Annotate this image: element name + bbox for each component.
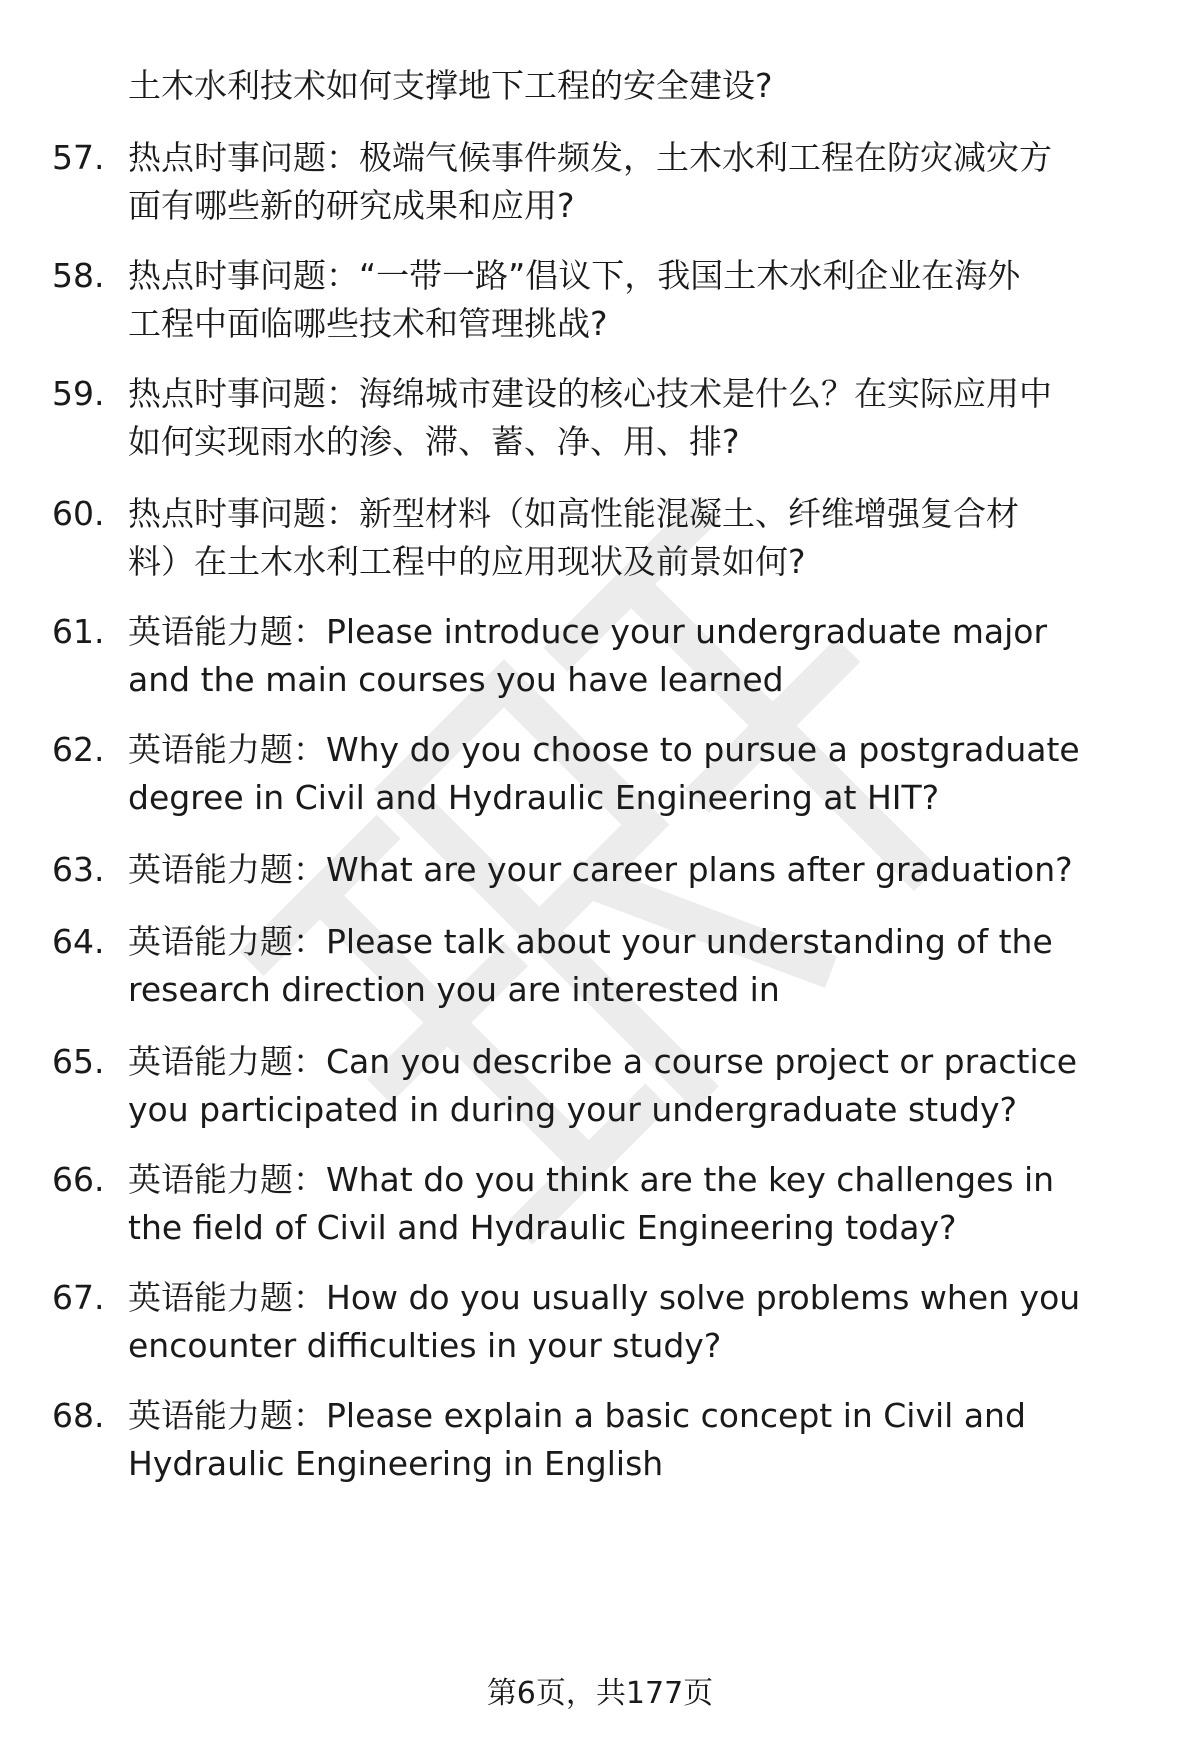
question-number: 65.: [52, 1042, 105, 1081]
question-text: [128, 1038, 1138, 1134]
question-text-line: Hydraulic Engineering in English: [128, 1444, 664, 1483]
question-number: 62.: [52, 730, 105, 769]
continued-question-text: 土木水利技术如何支撑地下工程的安全建设?: [128, 66, 773, 105]
question-number: 58.: [52, 256, 105, 295]
question-text-line: 面有哪些新的研究成果和应用?: [128, 186, 575, 225]
question-text: [128, 490, 1138, 586]
question-number: 66.: [52, 1160, 105, 1199]
question-text-line: 热点时事问题：海绵城市建设的核心技术是什么？在实际应用中: [128, 374, 1052, 413]
question-text: [128, 726, 1138, 822]
question-text-line: 工程中面临哪些技术和管理挑战?: [128, 304, 608, 343]
question-text-line: encounter difficulties in your study?: [128, 1326, 722, 1365]
question-text: [128, 252, 1138, 348]
question-text-line: 料）在土木水利工程中的应用现状及前景如何?: [128, 542, 806, 581]
question-text-line: 英语能力题：What are your career plans after graduation?: [128, 850, 1073, 889]
question-text-line: research direction you are interested in: [128, 970, 780, 1009]
question-number: 60.: [52, 494, 105, 533]
question-text: [128, 370, 1138, 466]
question-text: [128, 134, 1138, 230]
page-number-footer: 第6页，共177页: [486, 1676, 714, 1711]
question-text-line: 如何实现雨水的渗、滞、蓄、净、用、排?: [128, 422, 740, 461]
question-text-line: 英语能力题：Why do you choose to pursue a postgraduate: [128, 730, 1080, 769]
question-number: 57.: [52, 138, 105, 177]
question-number: 63.: [52, 850, 105, 889]
question-text: [128, 1156, 1138, 1252]
question-number: 67.: [52, 1278, 105, 1317]
question-text: [128, 1274, 1138, 1370]
question-text-line: 热点时事问题：新型材料（如高性能混凝土、纤维增强复合材: [128, 494, 1019, 533]
question-text-line: degree in Civil and Hydraulic Engineering at HIT?: [128, 778, 940, 817]
question-text: [128, 918, 1138, 1014]
question-text: [128, 846, 1138, 894]
question-text-line: and the main courses you have learned: [128, 660, 784, 699]
question-number: 68.: [52, 1396, 105, 1435]
question-text-line: the field of Civil and Hydraulic Engineering today?: [128, 1208, 957, 1247]
question-text-line: 英语能力题：Please explain a basic concept in Civil and: [128, 1396, 1026, 1435]
question-text-line: 英语能力题：Can you describe a course project or practice: [128, 1042, 1078, 1081]
question-number: 61.: [52, 612, 105, 651]
question-text-line: you participated in during your undergraduate study?: [128, 1090, 1018, 1129]
question-number: 64.: [52, 922, 105, 961]
question-text-line: 热点时事问题：极端气候事件频发，土木水利工程在防灾减灾方: [128, 138, 1052, 177]
question-text-line: 英语能力题：What do you think are the key challenges in: [128, 1160, 1055, 1199]
question-text-line: 英语能力题：Please introduce your undergraduate major: [128, 612, 1048, 651]
question-text-line: 英语能力题：Please talk about your understanding of the: [128, 922, 1053, 961]
question-text: [128, 608, 1138, 704]
question-text: [128, 1392, 1138, 1488]
question-number: 59.: [52, 374, 105, 413]
question-text-line: 英语能力题：How do you usually solve problems when you: [128, 1278, 1081, 1317]
question-text-line: 热点时事问题：“一带一路”倡议下，我国土木水利企业在海外: [128, 256, 1021, 295]
